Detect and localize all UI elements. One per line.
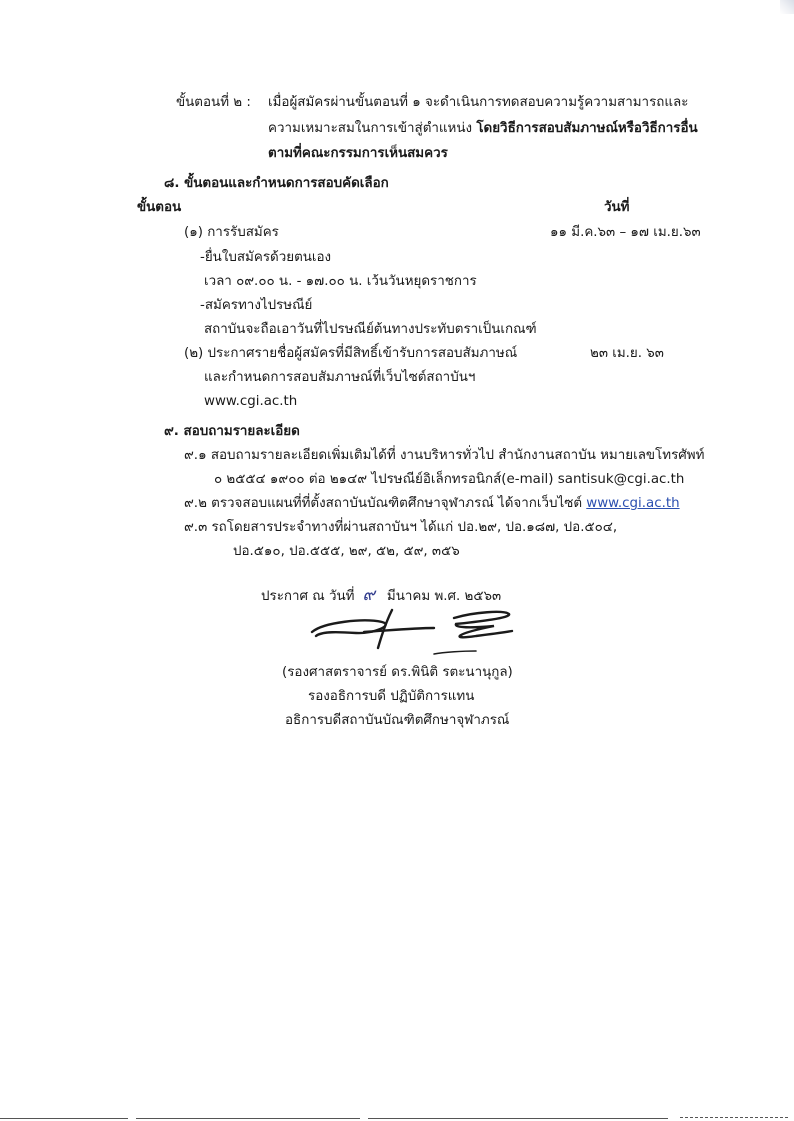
page-corner-fold (780, 0, 794, 14)
item1-sub2: -สมัครทางไปรษณีย์ (200, 298, 313, 313)
signatory-position-2: อธิการบดีสถาบันบัณฑิตศึกษาจุฬาภรณ์ (285, 713, 510, 728)
item2-line-1: (๒) ประกาศรายชื่อผู้สมัครที่มีสิทธิ์เข้ารับการสอบสัมภาษณ์ (184, 346, 518, 361)
section9-item2-text: ๙.๒ ตรวจสอบแผนที่ที่ตั้งสถาบันบัณฑิตศึกษาจุฬาภรณ์ ได้จากเว็บไซต์ (184, 496, 587, 511)
item1-date: ๑๑ มี.ค.๖๓ – ๑๗ เม.ย.๖๓ (550, 225, 701, 240)
bottom-dashed-rule (680, 1117, 788, 1119)
section8-heading: ๘. ขั้นตอนและกำหนดการสอบคัดเลือก (164, 176, 389, 191)
step2-line-2 (268, 121, 698, 138)
bottom-rule-1 (0, 1118, 128, 1119)
item1-sub2-detail: สถาบันจะถือเอาวันที่ไปรษณีย์ต้นทางประทับตราเป็นเกณฑ์ (204, 322, 537, 337)
section9-item2 (184, 496, 680, 513)
item1-sub1-detail: เวลา ๐๙.๐๐ น. - ๑๗.๐๐ น. เว้นวันหยุดราชการ (204, 274, 477, 289)
signatory-position-1: รองอธิการบดี ปฏิบัติการแทน (308, 689, 475, 704)
item2-line-3: www.cgi.ac.th (204, 394, 298, 409)
step2-line-3: ตามที่คณะกรรมการเห็นสมควร (268, 146, 448, 161)
item2-date: ๒๓ เม.ย. ๖๓ (590, 346, 664, 361)
step2-line-2-bold: โดยวิธีการสอบสัมภาษณ์หรือวิธีการอื่น (476, 121, 698, 136)
step2-line-1: เมื่อผู้สมัครผ่านขั้นตอนที่ ๑ จะดำเนินการทดสอบความรู้ความสามารถและ (268, 95, 689, 110)
signatory-name: (รองศาสตราจารย์ ดร.พินิติ รตะนานุกูล) (282, 665, 513, 680)
column-header-date: วันที่ (604, 200, 630, 215)
column-header-step: ขั้นตอน (137, 200, 182, 215)
item1-title: (๑) การรับสมัคร (184, 225, 279, 240)
website-link[interactable]: www.cgi.ac.th (586, 496, 680, 511)
section9-item1-line-1: ๙.๑ สอบถามรายละเอียดเพิ่มเติมได้ที่ งานบริหารทั่วไป สำนักงานสถาบัน หมายเลขโทรศัพท์ (184, 448, 705, 463)
announce-day: ๙ (362, 585, 375, 605)
item1-sub1: -ยื่นใบสมัครด้วยตนเอง (200, 250, 332, 265)
section9-item3-line-1: ๙.๓ รถโดยสารประจำทางที่ผ่านสถาบันฯ ได้แก่ ปอ.๒๙, ปอ.๑๘๗, ปอ.๕๐๔, (184, 520, 618, 535)
signature-image (304, 604, 524, 656)
announce-suffix: มีนาคม พ.ศ. ๒๕๖๓ (386, 589, 502, 604)
item2-line-2: และกำหนดการสอบสัมภาษณ์ที่เว็บไซต์สถาบันฯ (204, 370, 476, 385)
section9-item1-line-2: ๐ ๒๕๕๔ ๑๙๐๐ ต่อ ๒๑๔๙ ไปรษณีย์อิเล็กทรอนิกส์(e-mail) santisuk@cgi.ac.th (214, 472, 685, 487)
step2-label: ขั้นตอนที่ ๒ : (176, 95, 251, 110)
bottom-rule-2 (136, 1118, 360, 1119)
announce-prefix: ประกาศ ณ วันที่ (261, 589, 355, 604)
bottom-rule-3 (368, 1118, 668, 1119)
step2-line-2-normal: ความเหมาะสมในการเข้าสู่ตำแหน่ง (268, 121, 477, 136)
section9-heading: ๙. สอบถามรายละเอียด (164, 424, 300, 439)
section9-item3-line-2: ปอ.๕๑๐, ปอ.๕๕๕, ๒๙, ๕๒, ๕๙, ๓๕๖ (233, 544, 460, 559)
